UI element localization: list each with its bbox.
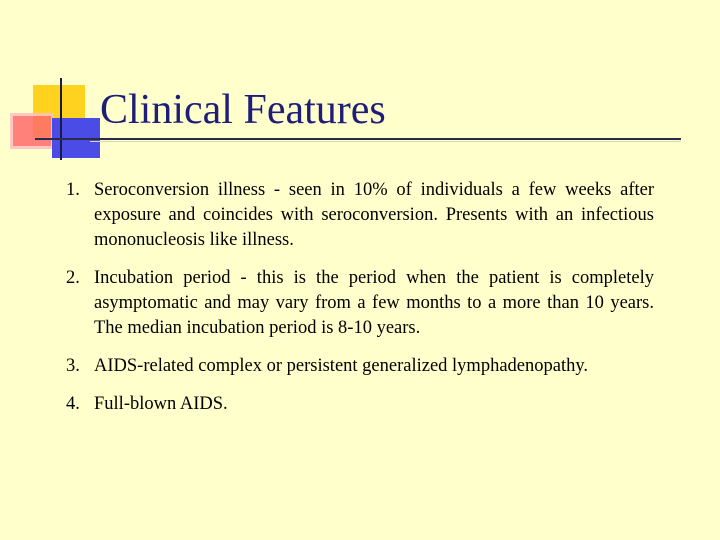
list-item — [66, 354, 654, 379]
list-item-text: Seroconversion illness - seen in 10% of individuals a few weeks after exposure and coincides with seroconversion. Presents with an infectious mononucleosis like illness. — [94, 180, 654, 250]
vertical-rule — [60, 78, 62, 160]
list-item-text: AIDS-related complex or persistent generalized lymphadenopathy. — [94, 356, 589, 376]
list-item-number: 2. — [66, 268, 80, 288]
list-item — [66, 392, 654, 417]
list-item-text: Incubation period - this is the period when the patient is completely asymptomatic and may vary from a few months to a more than 10 years. The median incubation period is 8-10 years. — [94, 268, 654, 338]
list-item — [66, 178, 654, 253]
list-item-number: 1. — [66, 180, 80, 200]
title-underline — [35, 138, 681, 140]
red-square — [10, 113, 54, 149]
list-item-number: 3. — [66, 356, 80, 376]
slide-decoration-squares-icon — [0, 0, 110, 170]
list-item-number: 4. — [66, 394, 80, 414]
feature-list — [66, 178, 654, 430]
list-item-text: Full-blown AIDS. — [94, 394, 228, 414]
list-item — [66, 266, 654, 341]
title-underline-shadow — [90, 141, 681, 142]
page-title: Clinical Features — [100, 87, 386, 133]
